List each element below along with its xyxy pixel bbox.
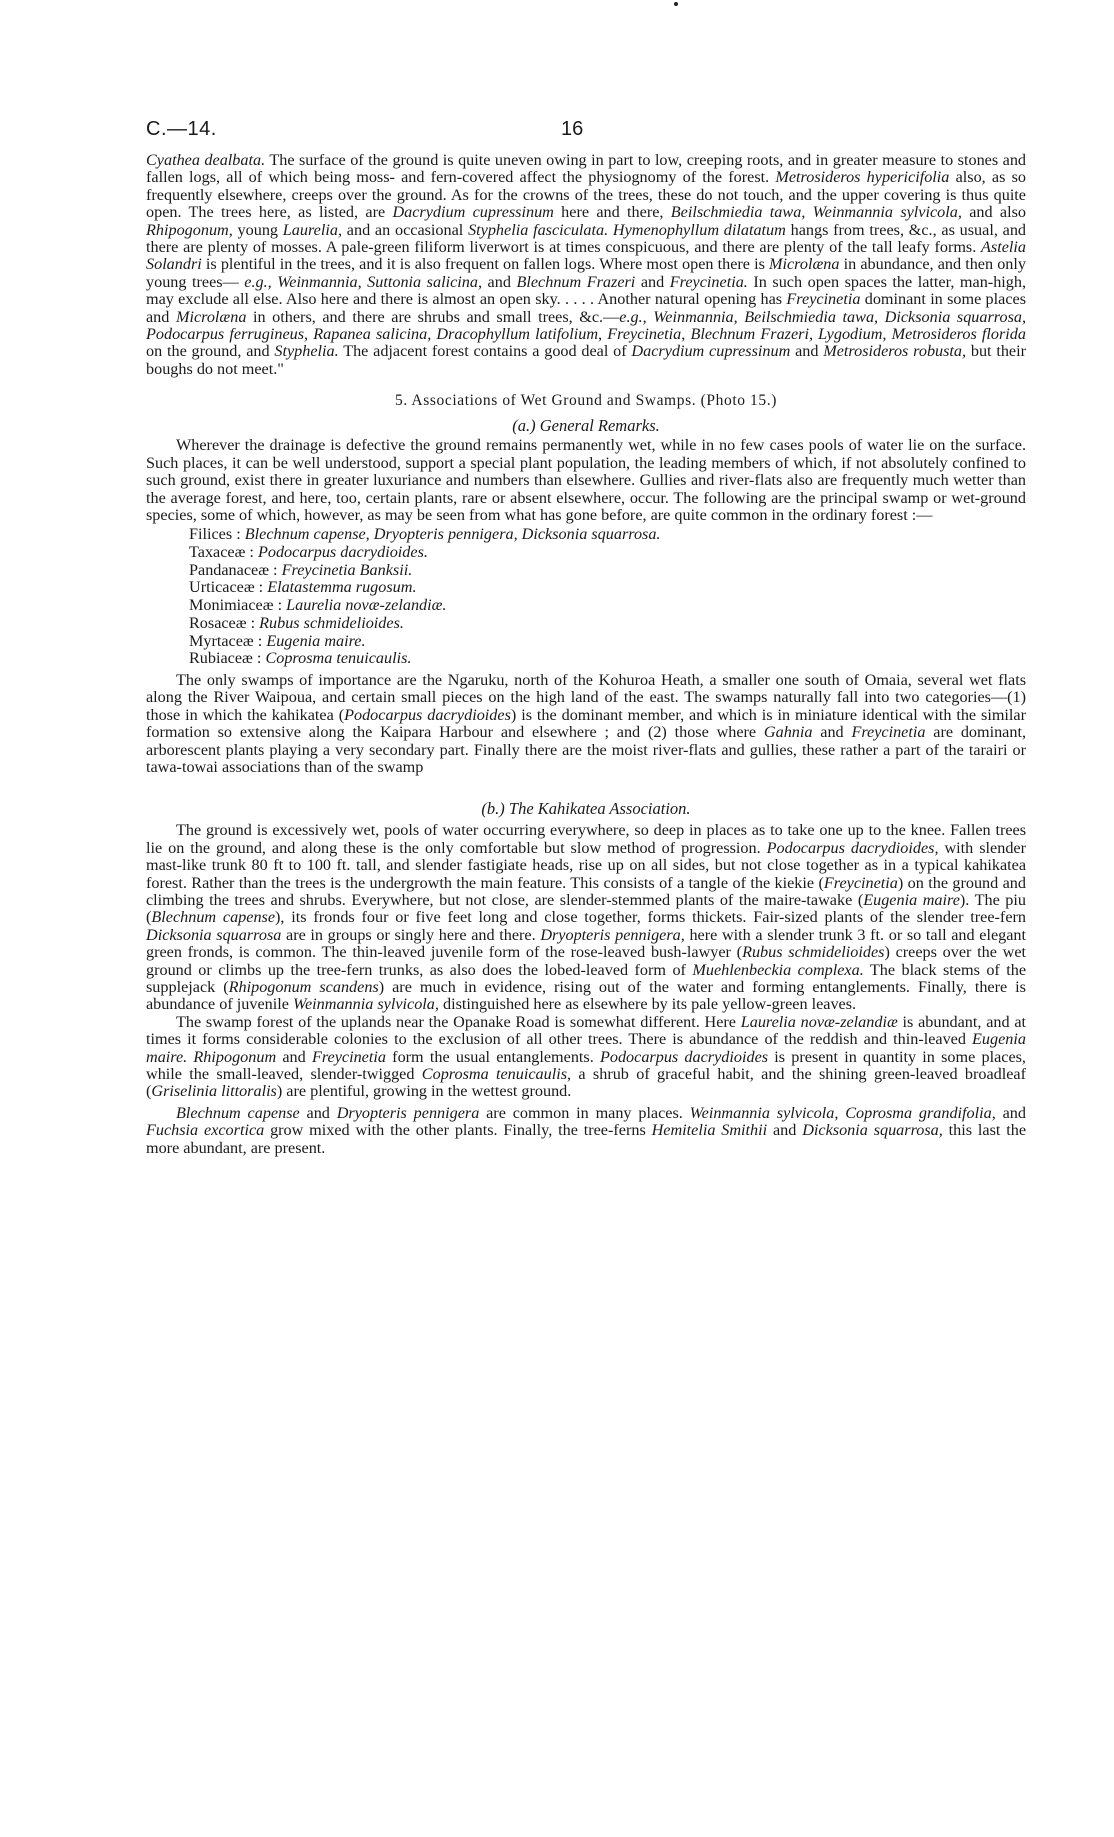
list-item: Rosaceæ : Rubus schmidelioides. [189,613,404,632]
swamps-paragraph: The only swamps of importance are the Ngaruku, north of the Kohuroa Heath, a smaller one south of Omaia, several wet flats along the River Waipoua, and certain small pieces on the high land of the east. The swamps naturally fall into two categories—(1) those in which the kahikatea (Podocarpus dacrydioides) is the dominant member, and which is in miniature identical with the similar formation so extensive along the Kaipara Harbour and elsewhere ; and (2) those where Gahnia and Freycinetia are dominant, arborescent plants playing a very secondary part. Finally there are the moist river-flats and gullies, these rather a part of the tarairi or tawa-towai associations than of the swamp [146,670,1027,776]
page-header [146,118,1026,152]
wet-ground-species-list [189,526,1026,668]
section-5-heading: 5. Associations of Wet Ground and Swamps. (Photo 15.) [394,392,777,410]
list-item: Taxaceæ : Podocarpus dacrydioides. [189,543,428,562]
general-remarks-paragraph: Wherever the drainage is defective the ground remains permanently wet, while in no few cases pools of water lie on the surface. Such places, it can be well understood, support a special plant population, the leading members of which, if not absolutely confined to such ground, exist there in greater luxuriance and numbers than elsewhere. Gullies and river-flats also are frequently much wetter than the average forest, and here, too, certain plants, rare or absent elsewhere, occur. The following are the principal swamp or wet-ground species, some of which, however, as may be seen from what has gone before, are quite common in the ordinary forest :— [146,436,1026,524]
subsection-b-heading: (b.) The Kahikatea Association. [481,799,691,819]
upland-swamp-paragraph: The swamp forest of the uplands near the Opanake Road is somewhat different. Here Laurelia novæ-zelandiæ is abundant, and at times it forms considerable colonies to the exclusion of all other trees. There is abundance of the reddish and thin-leaved Eugenia maire. Rhipogonum and Freycinetia form the usual entanglements. Podocarpus dacrydioides is present in quantity in some places, while the small-leaved, slender-twigged Coprosma tenuicaulis, a shrub of graceful habit, and the shining green-leaved broadleaf (Griselinia littoralis) are plentiful, growing in the wettest ground. [146,1012,1027,1101]
list-item: Rubiaceæ : Coprosma tenuicaulis. [189,649,412,668]
list-item: Monimiaceæ : Laurelia novæ-zelandiæ. [189,596,447,615]
intro-paragraph: Cyathea dealbata. The surface of the ground is quite uneven owing in part to low, creeping roots, and in greater measure to stones and fallen logs, all of which being moss- and fern-covered affect the physiognomy of the forest. Metrosideros hypericifolia also, as so frequently elsewhere, creeps over the ground. As for the crowns of the trees, these do not touch, and the upper covering is thus quite open. The trees here, as listed, are Dacrydium cupressinum here and there, Beilschmiedia tawa, Weinmannia sylvicola, and also Rhipogonum, young Laurelia, and an occasional Styphelia fasciculata. Hymenophyllum dilatatum hangs from trees, &c., as usual, and there are plenty of mosses. A pale-green filiform liverwort is at times conspicuous, and there are plenty of the tall leafy forms. Astelia Solandri is plentiful in the trees, and it is also frequent on fallen logs. Where most open there is Microlæna in abundance, and then only young trees— e.g., Weinmannia, Suttonia salicina, and Blechnum Frazeri and Freycinetia. In such open spaces the latter, man-high, may exclude all else. Also here and there is almost an open sky. . . . . Another natural opening has Freycinetia dominant in some places and Microlæna in others, and there are shrubs and small trees, &c.—e.g., Weinmannia, Beilschmiedia tawa, Dicksonia squarrosa, Podocarpus ferrugineus, Rapanea salicina, Dracophyllum latifolium, Freycinetia, Blechnum Frazeri, Lygodium, Metrosideros florida on the ground, and Styphelia. The adjacent forest contains a good deal of Dacrydium cupressinum and Metrosideros robusta, but their boughs do not meet." [146,151,1027,378]
tree-ferns-paragraph: Blechnum capense and Dryopteris pennigera are common in many places. Weinmannia sylvicola, Coprosma grandifolia, and Fuchsia excortica grow mixed with the other plants. Finally, the tree-ferns Hemitelia Smithii and Dicksonia squarrosa, this last the more abundant, are present. [146,1103,1027,1157]
list-item: Filices : Blechnum capense, Dryopteris pennigera, Dicksonia squarrosa. [189,525,661,544]
report-code: C.—14. [146,118,217,140]
subsection-a-heading: (a.) General Remarks. [512,416,660,436]
speck-mark [674,2,678,6]
list-item: Myrtaceæ : Eugenia maire. [189,631,366,650]
page-number: 16 [561,118,584,140]
document-page [146,118,1026,1157]
list-item: Urticaceæ : Elatastemma rugosum. [189,578,417,597]
list-item: Pandanaceæ : Freycinetia Banksii. [189,560,413,579]
kahikatea-paragraph: The ground is excessively wet, pools of water occurring everywhere, so deep in places as to take one up to the knee. Fallen trees lie on the ground, and along these is the only comfortable but slow method of progression. Podocarpus dacrydioides, with slender mast-like trunk 80 ft to 100 ft. tall, and slender fastigiate heads, rise up on all sides, but not close together as in a typical kahikatea forest. Rather than the trees is the undergrowth the main feature. This consists of a tangle of the kiekie (Freycinetia) on the ground and climbing the trees and shrubs. Everywhere, but not close, are slender-stemmed plants of the maire-tawake (Eugenia maire). The piu (Blechnum capense), its fronds four or five feet long and close together, forms thickets. Fair-sized plants of the slender tree-fern Dicksonia squarrosa are in groups or singly here and there. Dryopteris pennigera, here with a slender trunk 3 ft. or so tall and elegant green fronds, is common. The thin-leaved juvenile form of the rose-leaved bush-lawyer (Rubus schmidelioides) creeps over the wet ground or climbs up the tree-fern trunks, as also does the lobed-leaved form of Muehlenbeckia complexa. The black stems of the supplejack (Rhipogonum scandens) are much in evidence, rising out of the water and forming entanglements. Finally, there is abundance of juvenile Weinmannia sylvicola, distinguished here as elsewhere by its pale yellow-green leaves. [146,821,1027,1014]
